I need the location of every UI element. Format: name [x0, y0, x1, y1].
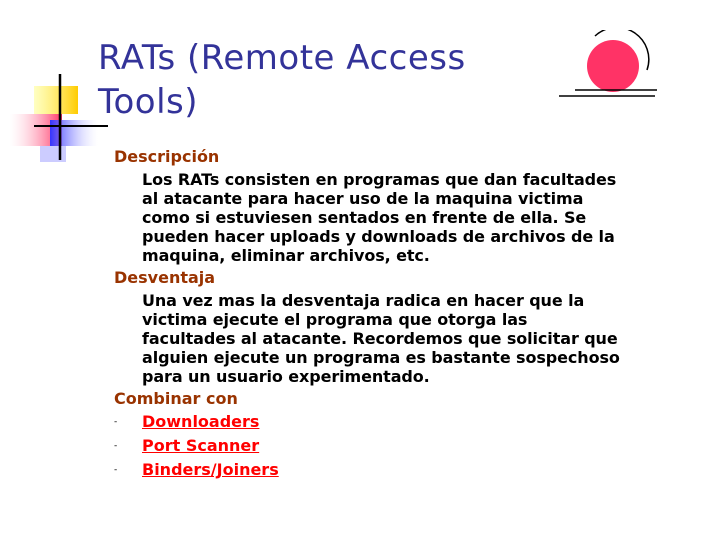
heading-desventaja: Desventaja [114, 268, 216, 287]
decorative-circle-graphic [555, 30, 665, 110]
decorative-squares-graphic [0, 0, 110, 170]
list-item [114, 410, 694, 434]
bullet-dash: - [114, 441, 118, 451]
link-port-scanner[interactable]: Port Scanner [142, 436, 260, 455]
slide-title [98, 36, 558, 124]
list-item [114, 434, 694, 458]
text-line: victima ejecute el programa que otorga las [142, 310, 528, 329]
text-line: pueden hacer uploads y downloads de archivos de la [142, 227, 615, 246]
slide-title-line2: Tools) [98, 82, 199, 122]
paragraph-descripcion [142, 170, 694, 265]
text-line: facultades al atacante. Recordemos que solicitar que [142, 329, 618, 348]
link-binders-joiners[interactable]: Binders/Joiners [142, 460, 279, 479]
text-line: como si estuviesen sentados en frente de ella. Se [142, 208, 587, 227]
text-line: Los RATs consisten en programas que dan facultades [142, 170, 617, 189]
heading-descripcion: Descripción [114, 147, 220, 166]
link-downloaders[interactable]: Downloaders [142, 412, 260, 431]
slide-title-line1: RATs (Remote Access [98, 38, 466, 78]
bullet-dash: - [114, 465, 118, 475]
heading-combinar: Combinar con [114, 389, 238, 408]
paragraph-desventaja [142, 291, 694, 386]
text-line: alguien ejecute un programa es bastante sospechoso [142, 348, 620, 367]
text-line: maquina, eliminar archivos, etc. [142, 246, 430, 265]
slide-content [114, 146, 694, 482]
text-line: para un usuario experimentado. [142, 367, 430, 386]
text-line: Una vez mas la desventaja radica en hacer que la [142, 291, 585, 310]
text-line: al atacante para hacer uso de la maquina victima [142, 189, 584, 208]
list-item [114, 458, 694, 482]
bullet-dash: - [114, 417, 118, 427]
